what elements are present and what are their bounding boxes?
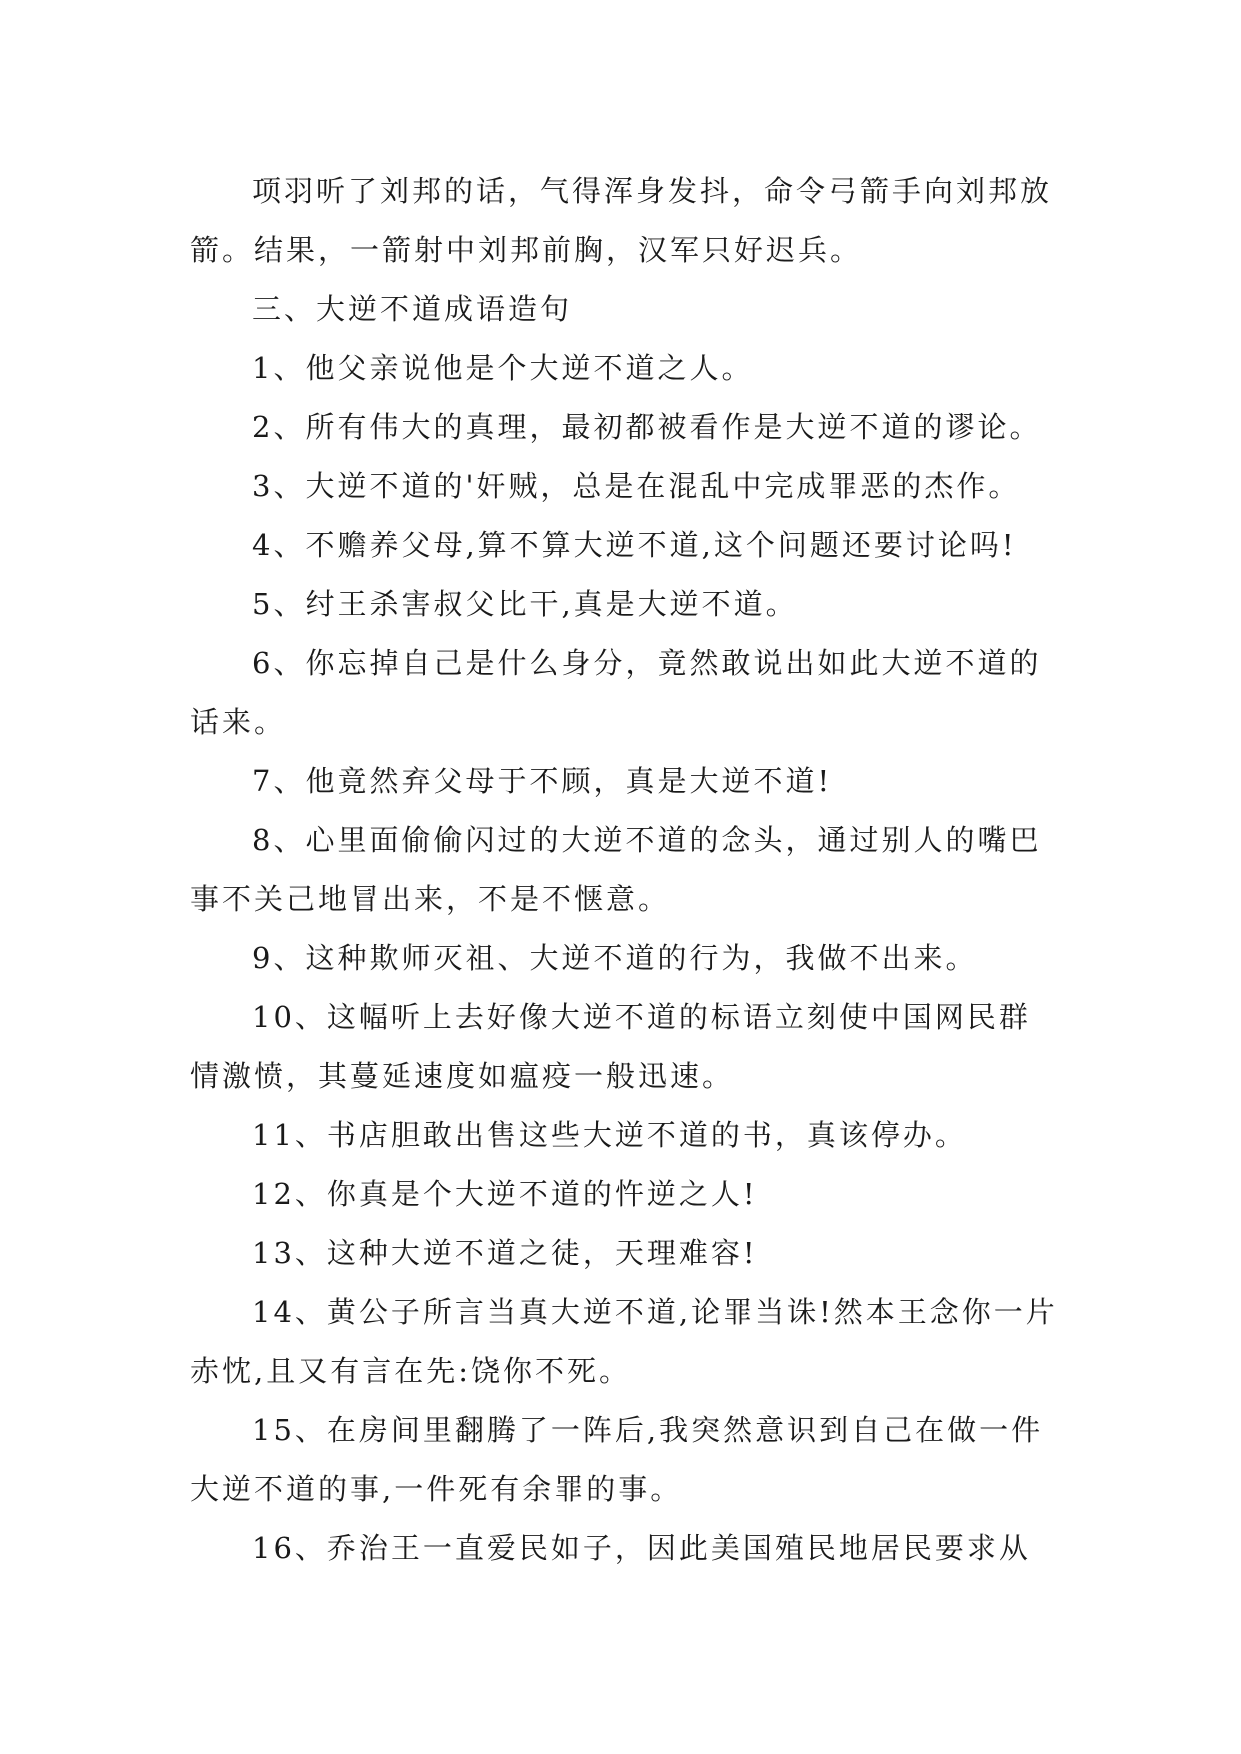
example-sentence-11: 11、书店胆敢出售这些大逆不道的书，真该停办。: [252, 1118, 967, 1152]
example-sentence-3: 3、大逆不道的'奸贼，总是在混乱中完成罪恶的杰作。: [252, 469, 1021, 503]
example-sentence-15: 15、在房间里翻腾了一阵后,我突然意识到自己在做一件大逆不道的事,一件死有余罪的事。: [190, 1413, 1044, 1506]
example-sentence-7: 7、他竟然弃父母于不顾，真是大逆不道!: [252, 764, 833, 798]
example-sentence-14: 14、黄公子所言当真大逆不道,论罪当诛!然本王念你一片赤忱,且又有言在先:饶你不死。: [190, 1295, 1058, 1388]
example-sentence-1: 1、他父亲说他是个大逆不道之人。: [252, 351, 754, 385]
paragraph-story-ending: 项羽听了刘邦的话，气得浑身发抖，命令弓箭手向刘邦放箭。结果，一箭射中刘邦前胸，汉军只好迟兵。: [190, 174, 1053, 267]
example-sentence-12: 12、你真是个大逆不道的忤逆之人!: [252, 1177, 758, 1211]
document-body: [190, 162, 1060, 1578]
example-sentence-2: 2、所有伟大的真理，最初都被看作是大逆不道的谬论。: [252, 410, 1042, 444]
example-sentence-8: 8、心里面偷偷闪过的大逆不道的念头，通过别人的嘴巴事不关己地冒出来，不是不惬意。: [190, 823, 1042, 916]
example-sentence-4: 4、不赡养父母,算不算大逆不道,这个问题还要讨论吗!: [252, 528, 1017, 562]
example-sentence-13: 13、这种大逆不道之徒，天理难容!: [252, 1236, 758, 1270]
example-sentence-9: 9、这种欺师灭祖、大逆不道的行为，我做不出来。: [252, 941, 978, 975]
example-sentence-5: 5、纣王杀害叔父比干,真是大逆不道。: [252, 587, 798, 621]
example-sentence-10: 10、这幅听上去好像大逆不道的标语立刻使中国网民群情激愤，其蔓延速度如瘟疫一般迅速。: [190, 1000, 1031, 1093]
example-sentence-16: 16、乔治王一直爱民如子，因此美国殖民地居民要求从: [252, 1531, 1031, 1565]
example-sentence-6: 6、你忘掉自己是什么身分，竟然敢说出如此大逆不道的话来。: [190, 646, 1042, 739]
section-heading-sentences: 三、大逆不道成语造句: [252, 292, 573, 326]
